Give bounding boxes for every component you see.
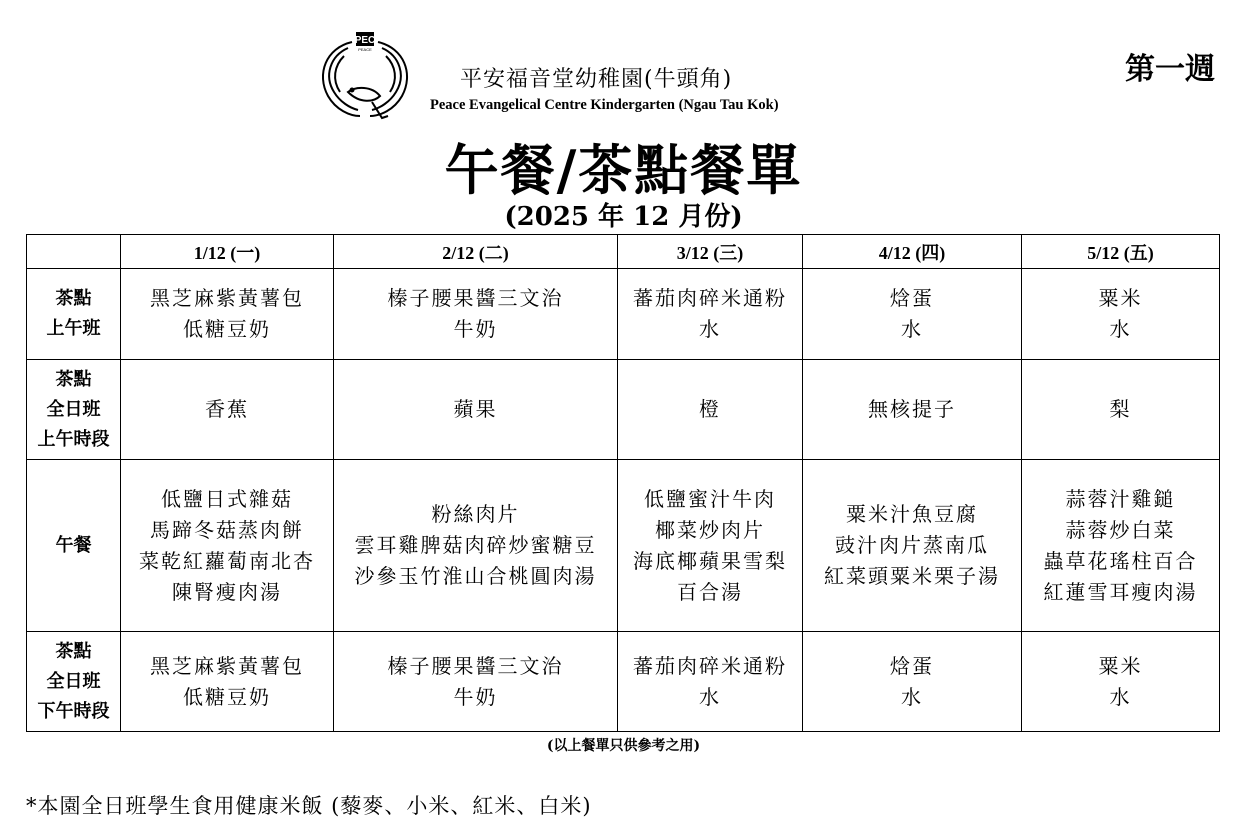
svg-text:PEACE: PEACE bbox=[358, 47, 372, 52]
menu-item: 蕃茄肉碎米通粉 bbox=[633, 653, 787, 678]
menu-item: 沙參玉竹淮山合桃圓肉湯 bbox=[354, 564, 597, 588]
menu-item: 低糖豆奶 bbox=[183, 317, 271, 341]
menu-item: 榛子腰果醬三文治 bbox=[387, 653, 564, 678]
menu-item: 焓蛋 bbox=[890, 653, 934, 678]
school-name-cn: 平安福音堂幼稚園(牛頭角) bbox=[460, 67, 733, 92]
menu-item: 粟米 bbox=[1098, 286, 1143, 310]
menu-cell bbox=[121, 632, 334, 732]
menu-item: 牛奶 bbox=[453, 317, 498, 341]
menu-item: 榛子腰果醬三文治 bbox=[387, 286, 564, 310]
table-row bbox=[27, 360, 1220, 460]
menu-item: 香蕉 bbox=[205, 397, 249, 421]
menu-item: 水 bbox=[699, 684, 721, 709]
svg-text:PEC: PEC bbox=[354, 35, 376, 46]
menu-item: 蘋果 bbox=[453, 397, 498, 421]
row-label-line: 午餐 bbox=[55, 534, 92, 556]
table-header-row bbox=[27, 235, 1220, 269]
menu-item: 水 bbox=[1109, 684, 1132, 709]
menu-item: 蒜蓉炒白菜 bbox=[1065, 517, 1176, 542]
row-label-line: 上午班 bbox=[46, 318, 101, 339]
menu-item: 水 bbox=[901, 684, 923, 709]
header-corner bbox=[27, 235, 121, 269]
menu-item: 蟲草花瑤柱百合 bbox=[1043, 548, 1198, 573]
menu-cell bbox=[334, 269, 618, 360]
row-label-line: 全日班 bbox=[46, 398, 101, 420]
row-label-line: 茶點 bbox=[55, 288, 92, 309]
menu-item: 粟米汁魚豆腐 bbox=[846, 502, 978, 526]
menu-cell bbox=[618, 460, 803, 632]
menu-item: 橙 bbox=[699, 397, 721, 421]
column-header: 4/12 (四) bbox=[803, 235, 1022, 269]
row-label bbox=[27, 269, 121, 360]
menu-item: 無核提子 bbox=[868, 397, 956, 421]
reference-note: (以上餐單只供參考之用) bbox=[546, 738, 701, 754]
menu-item: 豉汁肉片蒸南瓜 bbox=[835, 533, 989, 557]
menu-item: 低鹽蜜汁牛肉 bbox=[644, 486, 776, 511]
menu-item: 陳腎瘦肉湯 bbox=[172, 579, 282, 604]
menu-cell bbox=[334, 360, 618, 460]
school-name-en: Peace Evangelical Centre Kindergarten (Ngau Tau Kok) bbox=[430, 97, 779, 113]
menu-cell bbox=[121, 460, 334, 632]
table-row bbox=[27, 460, 1220, 632]
menu-cell bbox=[121, 269, 334, 360]
menu-item: 粟米 bbox=[1098, 653, 1143, 678]
row-label-line: 下午時段 bbox=[37, 700, 110, 722]
menu-item: 蒜蓉汁雞鎚 bbox=[1065, 486, 1176, 511]
menu-item: 粉絲肉片 bbox=[431, 502, 520, 526]
menu-cell bbox=[618, 269, 803, 360]
menu-cell bbox=[803, 460, 1022, 632]
menu-item: 水 bbox=[699, 317, 721, 341]
menu-item: 馬蹄冬菇蒸肉餅 bbox=[150, 517, 304, 542]
menu-item: 低糖豆奶 bbox=[183, 684, 271, 709]
menu-item: 海底椰蘋果雪梨 bbox=[633, 548, 787, 573]
menu-item: 梨 bbox=[1109, 397, 1132, 421]
menu-item: 雲耳雞脾菇肉碎炒蜜糖豆 bbox=[354, 533, 597, 557]
menu-cell bbox=[803, 360, 1022, 460]
menu-cell bbox=[618, 632, 803, 732]
menu-cell bbox=[803, 632, 1022, 732]
menu-cell bbox=[334, 632, 618, 732]
menu-item: 紅蓮雪耳瘦肉湯 bbox=[1043, 579, 1198, 604]
menu-item: 低鹽日式雜菇 bbox=[161, 486, 293, 511]
week-label: 第一週 bbox=[1125, 52, 1215, 87]
menu-item: 菜乾紅蘿蔔南北杏 bbox=[139, 548, 315, 573]
table-row bbox=[27, 269, 1220, 360]
menu-item: 牛奶 bbox=[453, 684, 498, 709]
row-label bbox=[27, 460, 121, 632]
menu-item: 蕃茄肉碎米通粉 bbox=[633, 286, 787, 310]
column-header: 2/12 (二) bbox=[334, 235, 618, 269]
menu-item: 百合湯 bbox=[677, 579, 743, 604]
menu-item: 黑芝麻紫黃薯包 bbox=[150, 653, 304, 678]
row-label-line: 全日班 bbox=[46, 670, 101, 692]
menu-item: 黑芝麻紫黃薯包 bbox=[150, 286, 304, 310]
menu-cell bbox=[121, 360, 334, 460]
row-label-line: 茶點 bbox=[55, 640, 92, 662]
menu-cell bbox=[1022, 269, 1220, 360]
menu-item: 椰菜炒肉片 bbox=[655, 517, 765, 542]
row-label-line: 上午時段 bbox=[37, 428, 110, 450]
table-row bbox=[27, 632, 1220, 732]
column-header: 1/12 (一) bbox=[121, 235, 334, 269]
menu-table-body bbox=[27, 269, 1220, 732]
menu-cell bbox=[803, 269, 1022, 360]
rice-footnote: *本園全日班學生食用健康米飯 (藜麥、小米、紅米、白米) bbox=[26, 794, 592, 818]
menu-cell bbox=[618, 360, 803, 460]
column-header: 5/12 (五) bbox=[1022, 235, 1220, 269]
school-logo bbox=[312, 30, 418, 130]
menu-item: 紅菜頭粟米栗子湯 bbox=[824, 564, 1000, 588]
column-header: 3/12 (三) bbox=[618, 235, 803, 269]
row-label bbox=[27, 632, 121, 732]
menu-cell bbox=[1022, 460, 1220, 632]
page-subtitle: (2025 年 12 月份) bbox=[504, 202, 743, 232]
menu-cell bbox=[1022, 360, 1220, 460]
dove-logo-icon bbox=[312, 30, 418, 130]
menu-cell bbox=[1022, 632, 1220, 732]
page-title: 午餐/茶點餐單 bbox=[444, 138, 803, 202]
menu-cell bbox=[334, 460, 618, 632]
row-label bbox=[27, 360, 121, 460]
menu-table bbox=[26, 234, 1220, 732]
row-label-line: 茶點 bbox=[55, 368, 92, 390]
menu-item: 水 bbox=[1109, 317, 1132, 341]
menu-item: 水 bbox=[901, 317, 923, 341]
menu-item: 焓蛋 bbox=[890, 286, 934, 310]
